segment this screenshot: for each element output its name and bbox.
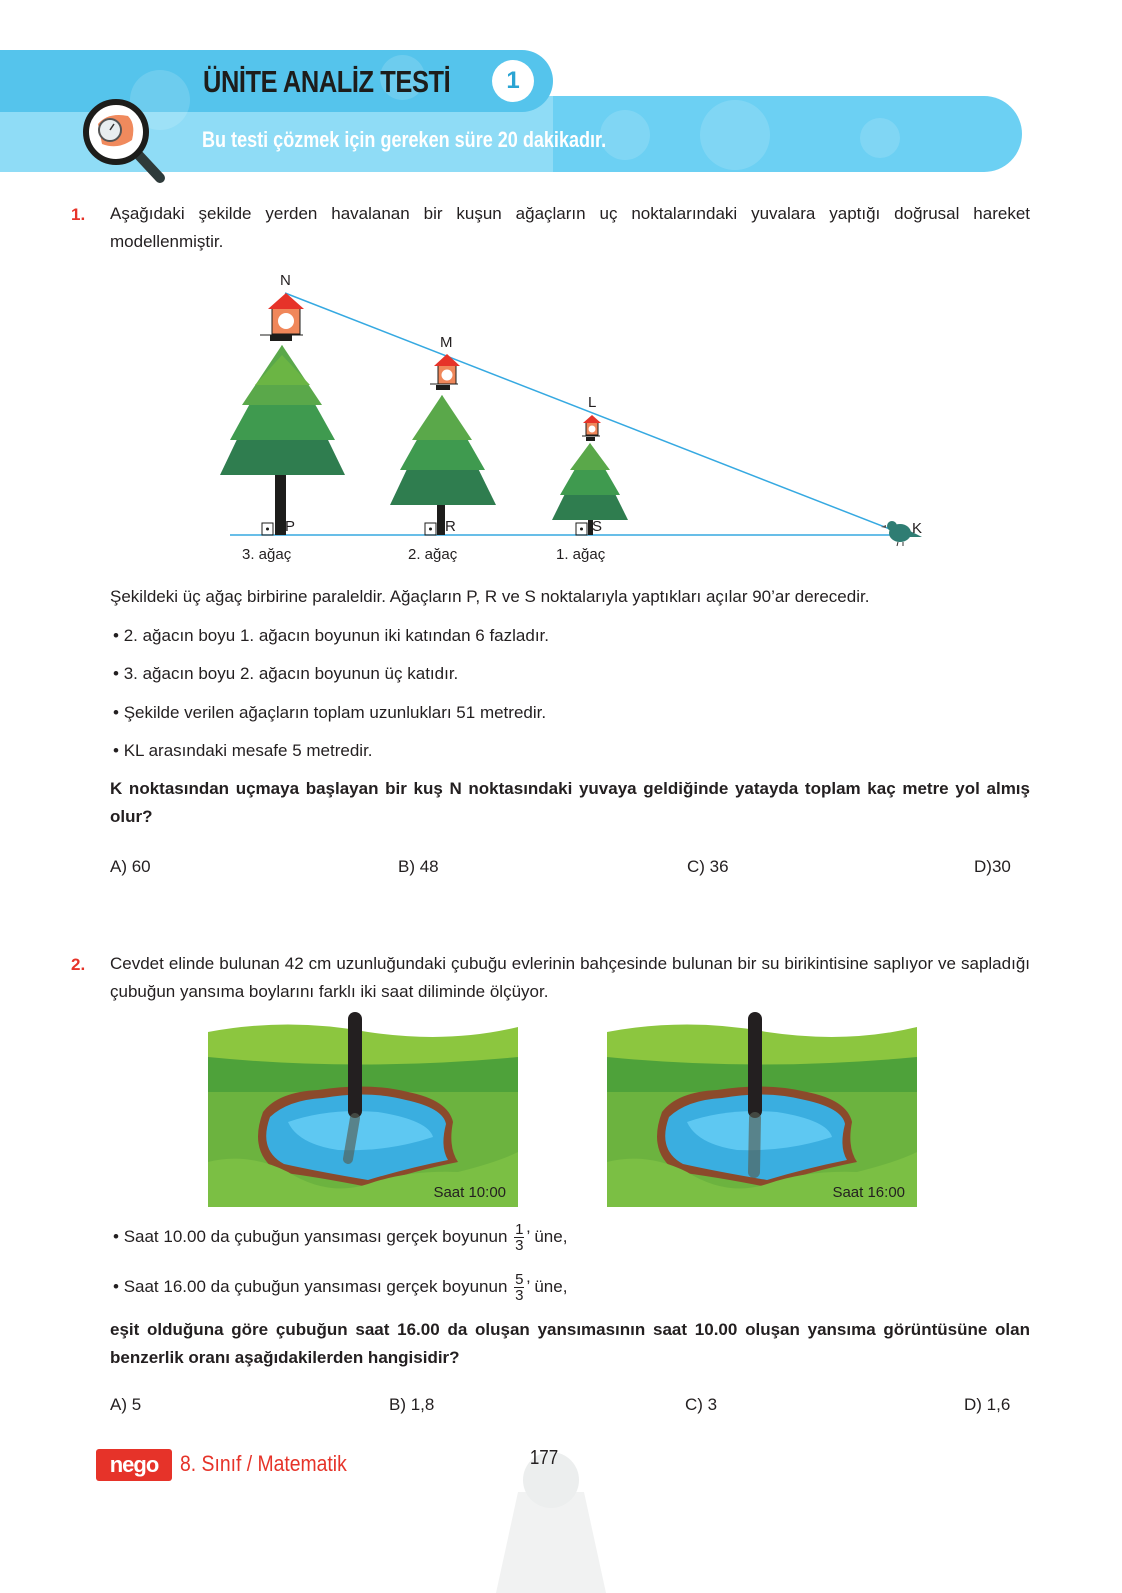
- decor-bubble: [700, 100, 770, 170]
- bullet-suffix: ’ üne,: [526, 1276, 568, 1296]
- magnifier-stopwatch-icon: [78, 94, 168, 184]
- reflection-10: [348, 1118, 355, 1159]
- question-statement: Şekildeki üç ağaç birbirine paraleldir. Ağaçların P, R ve S noktalarıyla yaptıkları açılar 90’ar derecedir.: [110, 587, 870, 606]
- question-prompt: K noktasından uçmaya başlayan bir kuş N noktasındaki yuvaya geldiğinde yatayda toplam kaç metre yol almış olur?: [110, 779, 1030, 826]
- publisher-logo: nego: [96, 1449, 172, 1481]
- answer-option-c[interactable]: C) 36: [687, 857, 729, 876]
- question-number: 2.: [71, 955, 86, 974]
- page-number: 177: [529, 1447, 559, 1469]
- answer-option-a[interactable]: A) 60: [110, 857, 151, 876]
- pond-image-1000: [208, 1012, 518, 1207]
- tree-label: 3. ağaç: [242, 546, 292, 563]
- page-title: ÜNİTE ANALİZ TESTİ: [203, 64, 451, 99]
- pond-illustration: [208, 1012, 518, 1207]
- page-number-badge: [496, 1452, 606, 1593]
- answer-option-d[interactable]: D) 1,6: [964, 1395, 1011, 1414]
- birdhouse-L: [582, 415, 601, 441]
- pond-illustration: [607, 1012, 917, 1207]
- tree-label: 1. ağaç: [556, 546, 606, 563]
- bullet-item: • Şekilde verilen ağaçların toplam uzunlukları 51 metredir.: [113, 703, 547, 722]
- question-intro: Cevdet elinde bulunan 42 cm uzunluğundaki çubuğu evlerinin bahçesinde bulunan bir su birikintisine saplıyor ve sapladığı çubuğun yansıma boylarını farklı iki saat diliminde ölçüyor.: [110, 954, 1030, 1001]
- decor-bubble: [600, 110, 650, 160]
- fraction-denominator: 3: [515, 1237, 524, 1254]
- question-number: 1.: [71, 205, 86, 224]
- fraction-denominator: 3: [515, 1287, 524, 1304]
- time-limit-text: Bu testi çözmek için gereken süre 20 dakikadır.: [202, 127, 607, 152]
- birdhouse-N: [260, 293, 304, 341]
- bullet-item: • KL arasındaki mesafe 5 metredir.: [113, 741, 373, 760]
- question-intro: Aşağıdaki şekilde yerden havalanan bir kuşun ağaçların uç noktalarındaki yuvalara yaptığı doğrusal hareket modellenmiştir.: [110, 204, 1030, 251]
- bullet-text: KL arasındaki mesafe 5 metredir.: [123, 741, 373, 760]
- pond-time-label: Saat 16:00: [832, 1184, 905, 1201]
- point-label-L: L: [588, 394, 597, 411]
- tree-bird-figure: [200, 265, 960, 575]
- fraction-numerator: 5: [515, 1271, 524, 1288]
- pond-time-label: Saat 10:00: [433, 1184, 506, 1201]
- bullet-item: • Saat 10.00 da çubuğun yansıması gerçek boyunun $\frac{1}{3}$ ’ üne,: [113, 1221, 568, 1254]
- bullet-item: • Saat 16.00 da çubuğun yansıması gerçek boyunun $\frac{5}{3}$ ’ üne,: [113, 1271, 568, 1304]
- subject-label: 8. Sınıf / Matematik: [180, 1451, 347, 1476]
- tree-1: [552, 443, 628, 535]
- bullet-suffix: ’ üne,: [526, 1226, 568, 1246]
- bullet-text: 2. ağacın boyu 1. ağacın boyunun iki katından 6 fazladır.: [123, 626, 549, 645]
- point-label-N: N: [280, 272, 291, 289]
- fraction: [514, 1272, 524, 1303]
- answer-option-a[interactable]: A) 5: [110, 1395, 142, 1414]
- tree-3: [220, 345, 345, 535]
- bullet-text: Şekilde verilen ağaçların toplam uzunlukları 51 metredir.: [123, 703, 547, 722]
- point-label-M: M: [440, 334, 453, 351]
- test-number-badge: 1: [492, 60, 534, 102]
- bullet-text: 3. ağacın boyu 2. ağacın boyunun üç katıdır.: [123, 664, 459, 683]
- question-prompt: eşit olduğuna göre çubuğun saat 16.00 da oluşan yansımasının saat 10.00 oluşan yansıma görüntüsüne olan benzerlik oranı aşağıdakilerden hangisidir?: [110, 1320, 1030, 1367]
- tree-2: [390, 395, 496, 535]
- bullet-text: Saat 10.00 da çubuğun yansıması gerçek boyunun: [123, 1226, 508, 1246]
- point-label-S: S: [592, 518, 603, 535]
- point-label-K: K: [912, 520, 923, 537]
- fraction: [514, 1222, 524, 1253]
- bullet-item: • 3. ağacın boyu 2. ağacın boyunun üç katıdır.: [113, 664, 459, 683]
- bullet-item: • 2. ağacın boyu 1. ağacın boyunun iki katından 6 fazladır.: [113, 626, 549, 645]
- point-label-P: P: [285, 518, 296, 535]
- reflection-16: [754, 1118, 755, 1172]
- answer-option-c[interactable]: C) 3: [685, 1395, 718, 1414]
- answer-option-d[interactable]: D)30: [974, 857, 1011, 876]
- bullet-text: Saat 16.00 da çubuğun yansıması gerçek boyunun: [123, 1276, 508, 1296]
- tree-label: 2. ağaç: [408, 546, 458, 563]
- answer-option-b[interactable]: B) 1,8: [389, 1395, 435, 1414]
- point-label-R: R: [445, 518, 456, 535]
- decor-bubble: [860, 118, 900, 158]
- fraction-numerator: 1: [515, 1221, 524, 1238]
- answer-option-b[interactable]: B) 48: [398, 857, 439, 876]
- pond-image-1600: [607, 1012, 917, 1207]
